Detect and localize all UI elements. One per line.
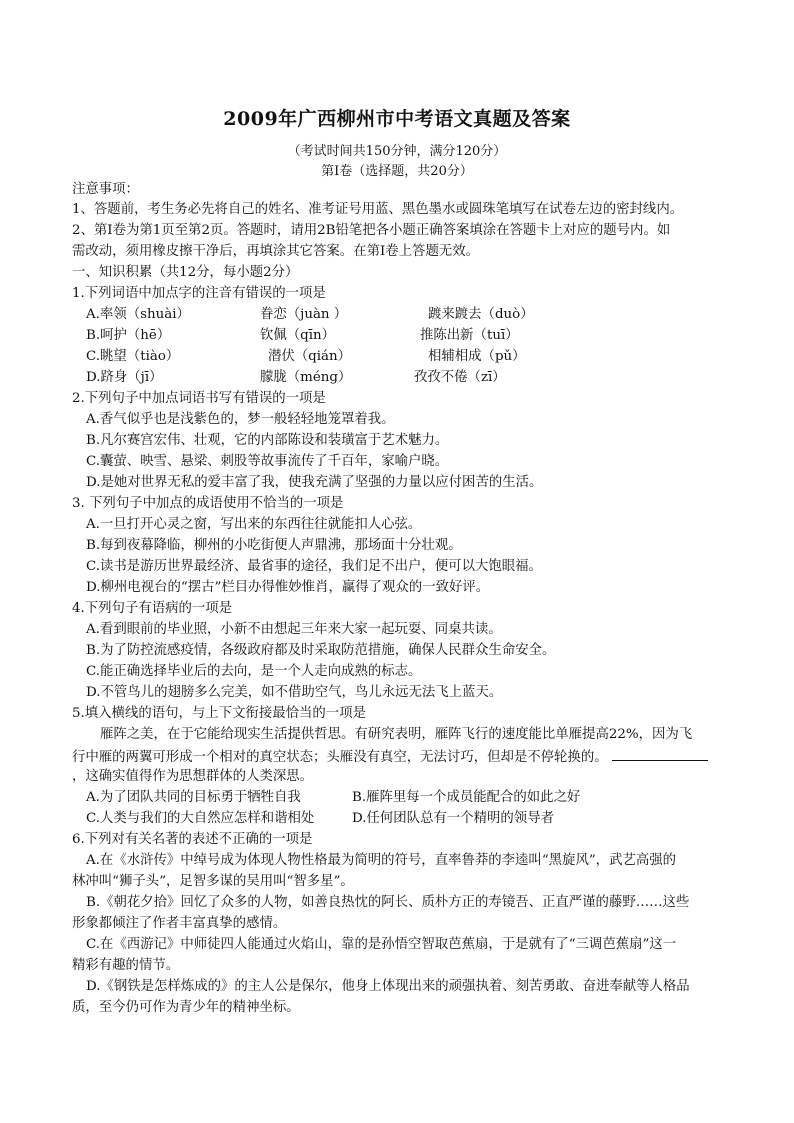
q6-option-c-cont: 精彩有趣的情节。 bbox=[72, 958, 180, 973]
q1-b-col1: B.呵护（hē） bbox=[86, 328, 171, 343]
q1-a-col2: 眷恋（juàn ） bbox=[260, 307, 348, 322]
q2-option-b: B.凡尔赛宫宏伟、壮观，它的内部陈设和装璜富于艺术魅力。 bbox=[86, 433, 449, 448]
q2-option-d: D.是她对世界无私的爱丰富了我，使我充满了坚强的力量以应付困苦的生活。 bbox=[86, 475, 543, 490]
notice-item-1: 1、答题前，考生务必先将自己的姓名、准考证号用蓝、黑色墨水或圆珠笔填写在试卷左边的密封线内。 bbox=[72, 202, 684, 217]
q1-d-col3: 孜孜不倦（zī） bbox=[414, 370, 506, 385]
q6-option-a-cont: 林冲叫“狮子头”，足智多谋的吴用叫“智多星”。 bbox=[72, 874, 354, 889]
q5-option-c: C.人类与我们的大自然应怎样和谐相处 bbox=[86, 811, 315, 826]
q5-option-d: D.任何团队总有一个精明的领导者 bbox=[352, 811, 554, 826]
part-heading: 一、知识积累（共12分，每小题2分） bbox=[72, 265, 299, 280]
section-heading: 第Ⅰ卷（选择题，共20分） bbox=[321, 164, 473, 179]
q3-option-c: C.读书是游历世界最经济、最省事的途径，我们足不出户，便可以大饱眼福。 bbox=[86, 559, 542, 574]
q1-c-col3: 相辅相成（pǔ） bbox=[428, 349, 526, 364]
question-1-stem: 1.下列词语中加点字的注音有错误的一项是 bbox=[72, 286, 326, 301]
question-4-stem: 4.下列句子有语病的一项是 bbox=[72, 601, 233, 616]
q5-answer-blank bbox=[612, 746, 708, 761]
q1-b-col3: 推陈出新（tuī） bbox=[420, 328, 519, 343]
question-5-stem: 5.填入横线的语句，与上下文衔接最恰当的一项是 bbox=[72, 706, 366, 721]
q5-passage-line-3: ，这确实值得作为思想群体的人类深思。 bbox=[72, 769, 314, 784]
q2-option-c: C.囊萤、映雪、悬梁、刺股等故事流传了千百年，家喻户晓。 bbox=[86, 454, 449, 469]
q6-option-b-cont: 形象都倾注了作者丰富真挚的感情。 bbox=[72, 916, 287, 931]
q6-option-a: A.在《水浒传》中绰号成为体现人物性格最为简明的符号，直率鲁莽的李逵叫“黑旋风”，武艺高强的 bbox=[86, 853, 677, 868]
q6-option-b: B.《朝花夕拾》回忆了众多的人物，如善良热忱的阿长、质朴方正的寿镜吾、正直严谨的藤野……这些 bbox=[86, 895, 690, 910]
q1-d-col2: 朦胧（méng） bbox=[260, 370, 352, 385]
q4-option-a: A.看到眼前的毕业照，小新不由想起三年来大家一起玩耍、同桌共读。 bbox=[86, 622, 502, 637]
q3-option-a: A.一旦打开心灵之窗，写出来的东西往往就能扣人心弦。 bbox=[86, 517, 422, 532]
q4-option-b: B.为了防控流感疫情，各级政府都及时采取防范措施，确保人民群众生命安全。 bbox=[86, 643, 556, 658]
q1-c-col2: 潜伏（qián） bbox=[268, 349, 352, 364]
q5-passage-line-1: 雁阵之美，在于它能给现实生活提供哲思。有研究表明，雁阵飞行的速度能比单雁提高22%，因为飞 bbox=[100, 727, 693, 742]
q5-passage-text: 行中雁的两翼可形成一个相对的真空状态；头雁没有真空，无法讨巧，但却是不停轮换的。 bbox=[72, 750, 608, 765]
q6-option-c: C.在《西游记》中师徒四人能通过火焰山，靠的是孙悟空智取芭蕉扇，于是就有了“三调芭蕉扇”这一 bbox=[86, 937, 677, 952]
q4-option-c: C.能正确选择毕业后的去向，是一个人走向成熟的标志。 bbox=[86, 664, 422, 679]
q6-option-d: D.《钢铁是怎样炼成的》的主人公是保尔，他身上体现出来的顽强执着、刻苦勇敢、奋进奉献等人格品 bbox=[86, 979, 690, 994]
notice-item-2-cont: 需改动，须用橡皮擦干净后，再填涂其它答案。在第Ⅰ卷上答题无效。 bbox=[72, 244, 480, 259]
q2-option-a: A.香气似乎也是浅紫色的，梦一般轻轻地笼罩着我。 bbox=[86, 412, 395, 427]
q3-option-d: D.柳州电视台的“摆古”栏目办得惟妙惟肖，赢得了观众的一致好评。 bbox=[86, 580, 490, 595]
q6-option-d-cont: 质，至今仍可作为青少年的精神坐标。 bbox=[72, 1000, 300, 1015]
notice-heading: 注意事项： bbox=[72, 182, 139, 197]
q5-passage-line-2 bbox=[72, 746, 708, 768]
q1-c-col1: C.眺望（tiào） bbox=[86, 349, 180, 364]
q5-option-b: B.雁阵里每一个成员能配合的如此之好 bbox=[352, 790, 581, 805]
question-6-stem: 6.下列对有关名著的表述不正确的一项是 bbox=[72, 832, 313, 847]
q1-d-col1: D.跻身（jī） bbox=[86, 370, 163, 385]
q1-a-col3: 踱来踱去（duò） bbox=[428, 307, 534, 322]
q1-b-col2: 钦佩（qīn） bbox=[260, 328, 336, 343]
q3-option-b: B.每到夜幕降临，柳州的小吃街便人声鼎沸，那场面十分壮观。 bbox=[86, 538, 462, 553]
q1-a-col1: A.率领（shuài） bbox=[86, 307, 190, 322]
notice-item-2: 2、第Ⅰ卷为第1页至第2页。答题时，请用2B铅笔把各小题正确答案填涂在答题卡上对应的题号内。如 bbox=[72, 223, 671, 238]
question-3-stem: 3. 下列句子中加点的成语使用不恰当的一项是 bbox=[72, 496, 344, 511]
exam-info: （考试时间共150分钟，满分120分） bbox=[287, 144, 507, 159]
question-2-stem: 2.下列句子中加点词语书写有错误的一项是 bbox=[72, 391, 326, 406]
page-title: 2009年广西柳州市中考语文真题及答案 bbox=[223, 108, 571, 130]
q5-option-a: A.为了团队共同的目标勇于牺牲自我 bbox=[86, 790, 301, 805]
q4-option-d: D.不管鸟儿的翅膀多么完美，如不借助空气，鸟儿永远无法飞上蓝天。 bbox=[86, 685, 503, 700]
